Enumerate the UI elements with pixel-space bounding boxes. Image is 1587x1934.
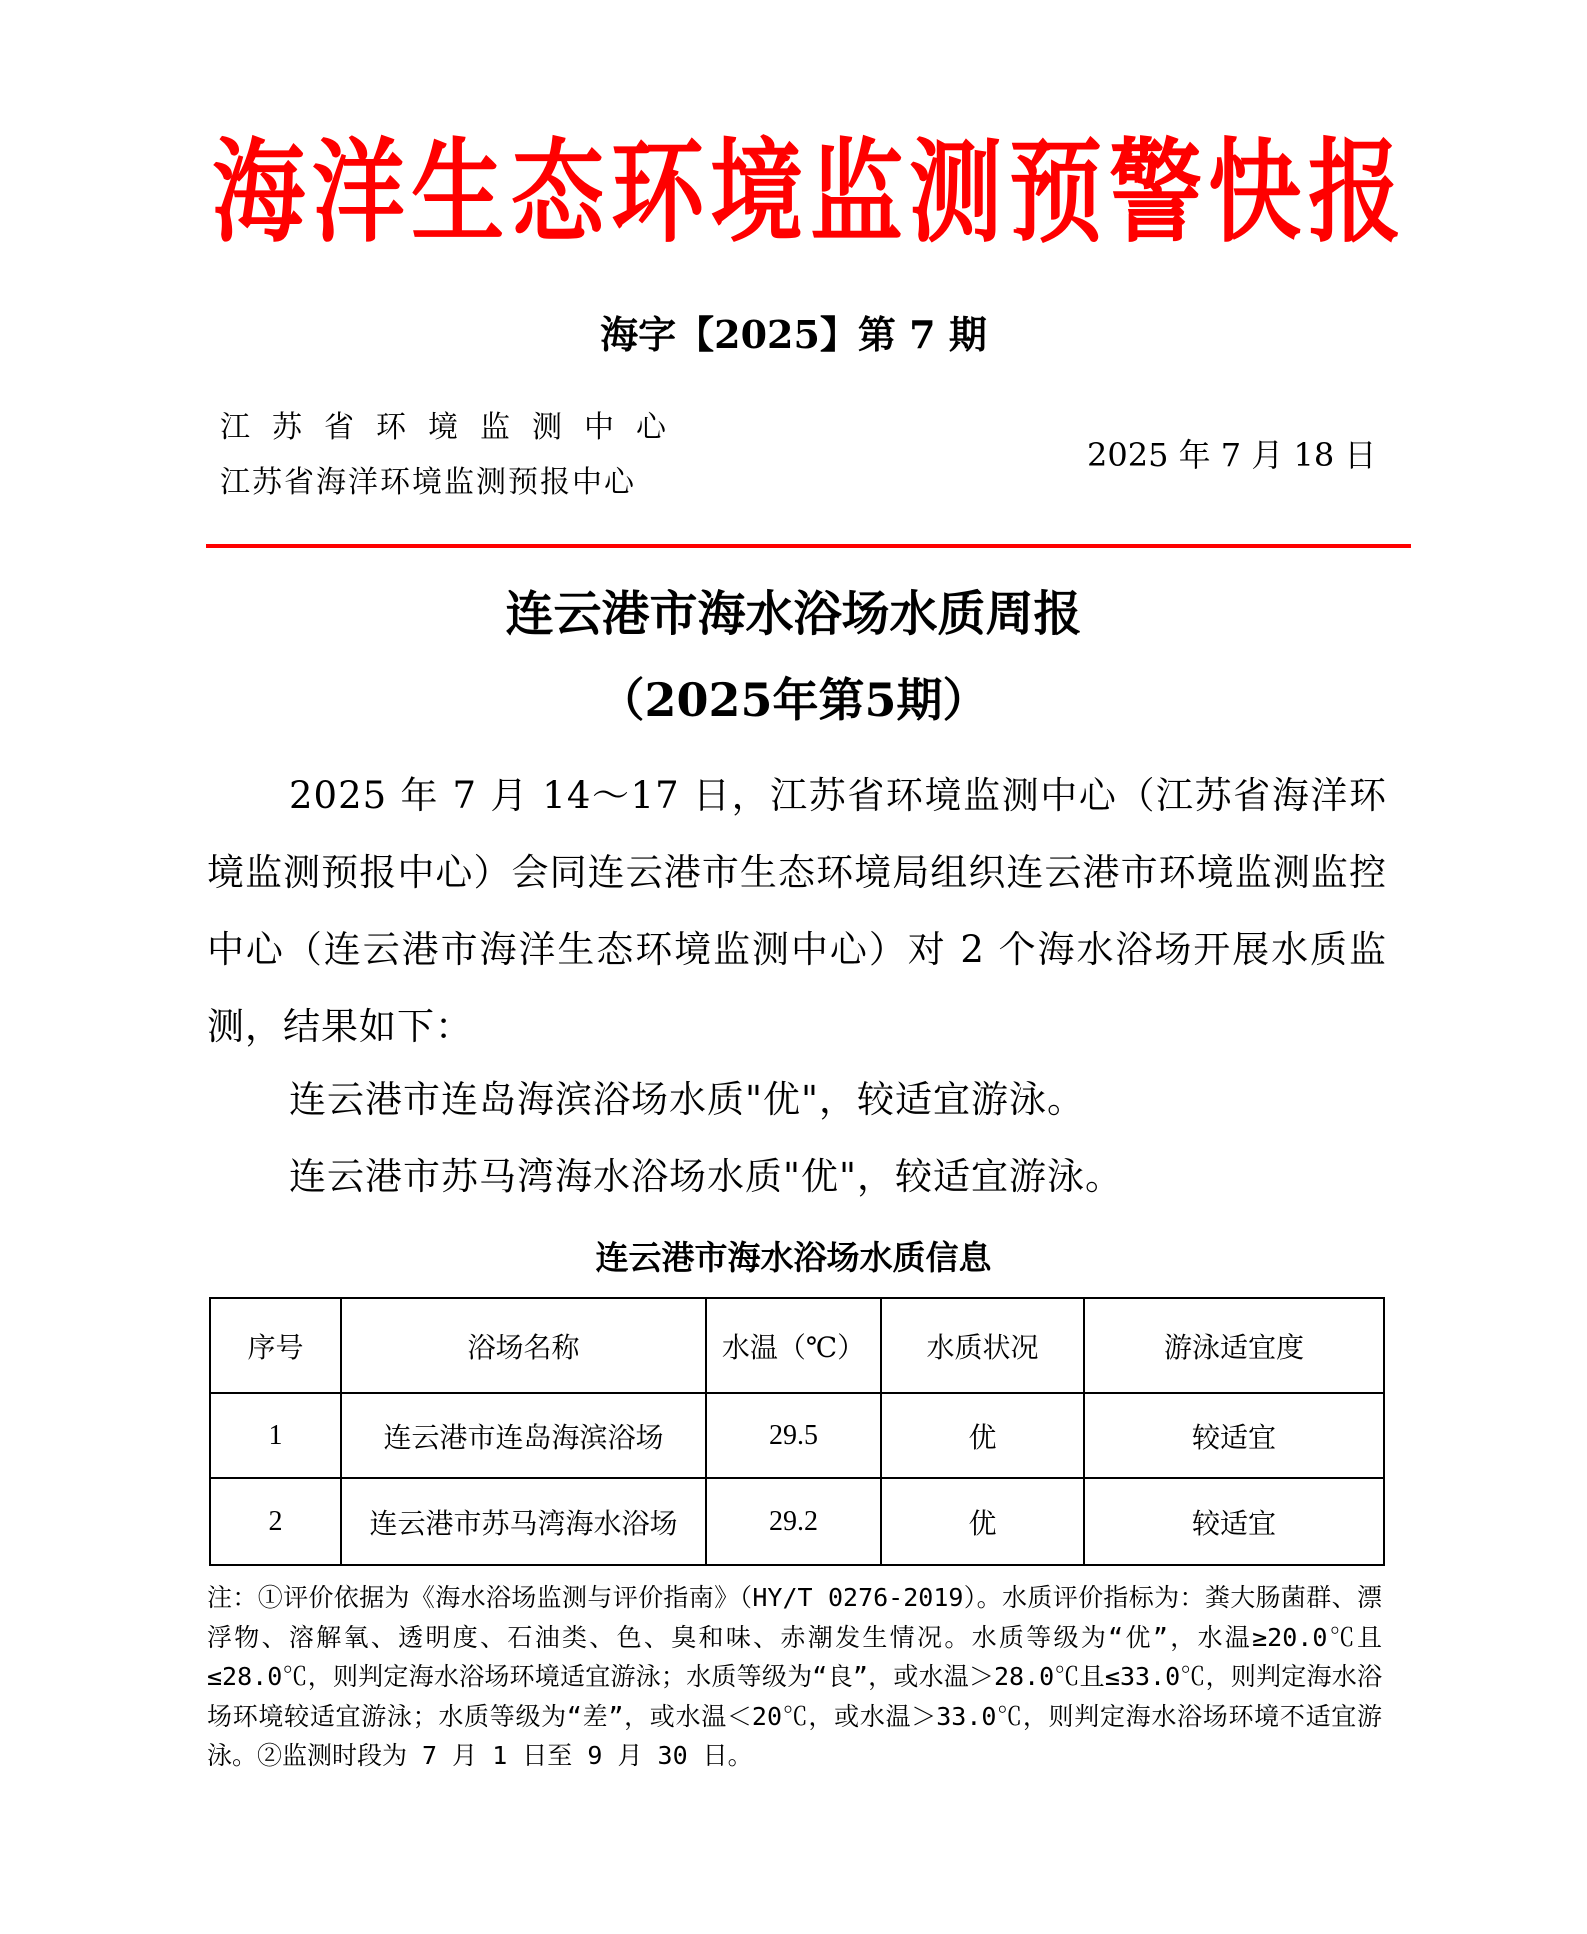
result-line: 连云港市苏马湾海水浴场水质"优"，较适宜游泳。 xyxy=(289,1155,1124,1198)
masthead-char: 洋 xyxy=(311,127,405,258)
beach-name-cell: 连云港市苏马湾海水浴场 xyxy=(341,1478,706,1565)
header-cell: 水温（℃） xyxy=(706,1298,881,1393)
masthead-char: 报 xyxy=(1308,127,1401,258)
masthead-title xyxy=(205,127,1401,258)
masthead-char: 境 xyxy=(710,127,804,258)
masthead-char: 警 xyxy=(1108,127,1202,258)
masthead-char: 监 xyxy=(809,127,903,258)
intro-paragraph: 2025 年 7 月 14～17 日，江苏省环境监测中心（江苏省海洋环境监测预报中心）会同连云港市生态环境局组织连云港市环境监测监控中心（连云港市海洋生态环境监测中心）对 2 个海水浴场开展水质监测，结果如下： xyxy=(207,774,1387,1048)
index-cell: 2 xyxy=(210,1478,341,1565)
temperature-cell: 29.2 xyxy=(706,1478,881,1565)
masthead-char: 环 xyxy=(610,127,704,258)
issue-date: 2025 年 7 月 18 日 xyxy=(1087,436,1377,474)
document-subtitle: （2025年第5期） xyxy=(598,673,989,727)
table-row xyxy=(210,1393,1384,1478)
issuer-name: 江苏省环境监测中心 xyxy=(220,410,688,445)
temperature-cell: 29.5 xyxy=(706,1393,881,1478)
result-line: 连云港市连岛海滨浴场水质"优"，较适宜游泳。 xyxy=(289,1078,1086,1121)
header-cell: 水质状况 xyxy=(881,1298,1084,1393)
masthead-char: 预 xyxy=(1009,127,1103,258)
suitability-cell: 较适宜 xyxy=(1084,1393,1384,1478)
table-header-row xyxy=(210,1298,1384,1393)
suitability-cell: 较适宜 xyxy=(1084,1478,1384,1565)
issuer-name: 江苏省海洋环境监测预报中心 xyxy=(220,465,636,500)
footnote: 注：①评价依据为《海水浴场监测与评价指南》（HY/T 0276-2019）。水质评价指标为：粪大肠菌群、漂浮物、溶解氧、透明度、石油类、色、臭和味、赤潮发生情况。水质等级为“优”，水温≥20.0℃且≤28.0℃，则判定海水浴场环境适宜游泳；水质等级为“良”，或水温＞28.0℃且≤33.0℃，则判定海水浴场环境较适宜游泳；水质等级为“差”，或水温＜20℃，或水温＞33.0℃，则判定海水浴场环境不适宜游泳。②监测时段为 7 月 1 日至 9 月 30 日。 xyxy=(207,1583,1382,1770)
beach-name-cell: 连云港市连岛海滨浴场 xyxy=(341,1393,706,1478)
header-cell: 序号 xyxy=(210,1298,341,1393)
masthead-char: 态 xyxy=(511,127,604,258)
table-row xyxy=(210,1478,1384,1565)
masthead-char: 测 xyxy=(909,127,1003,258)
quality-cell: 优 xyxy=(881,1393,1084,1478)
masthead-char: 快 xyxy=(1208,127,1302,258)
header-cell: 浴场名称 xyxy=(341,1298,706,1393)
red-divider xyxy=(206,544,1411,548)
index-cell: 1 xyxy=(210,1393,341,1478)
issue-number: 海字【2025】第 7 期 xyxy=(600,312,987,357)
table-title: 连云港市海水浴场水质信息 xyxy=(595,1238,992,1277)
document-title: 连云港市海水浴场水质周报 xyxy=(505,586,1082,642)
quality-cell: 优 xyxy=(881,1478,1084,1565)
masthead-char: 海 xyxy=(212,127,306,258)
water-quality-table xyxy=(209,1297,1385,1566)
masthead-char: 生 xyxy=(411,127,505,258)
header-cell: 游泳适宜度 xyxy=(1084,1298,1384,1393)
